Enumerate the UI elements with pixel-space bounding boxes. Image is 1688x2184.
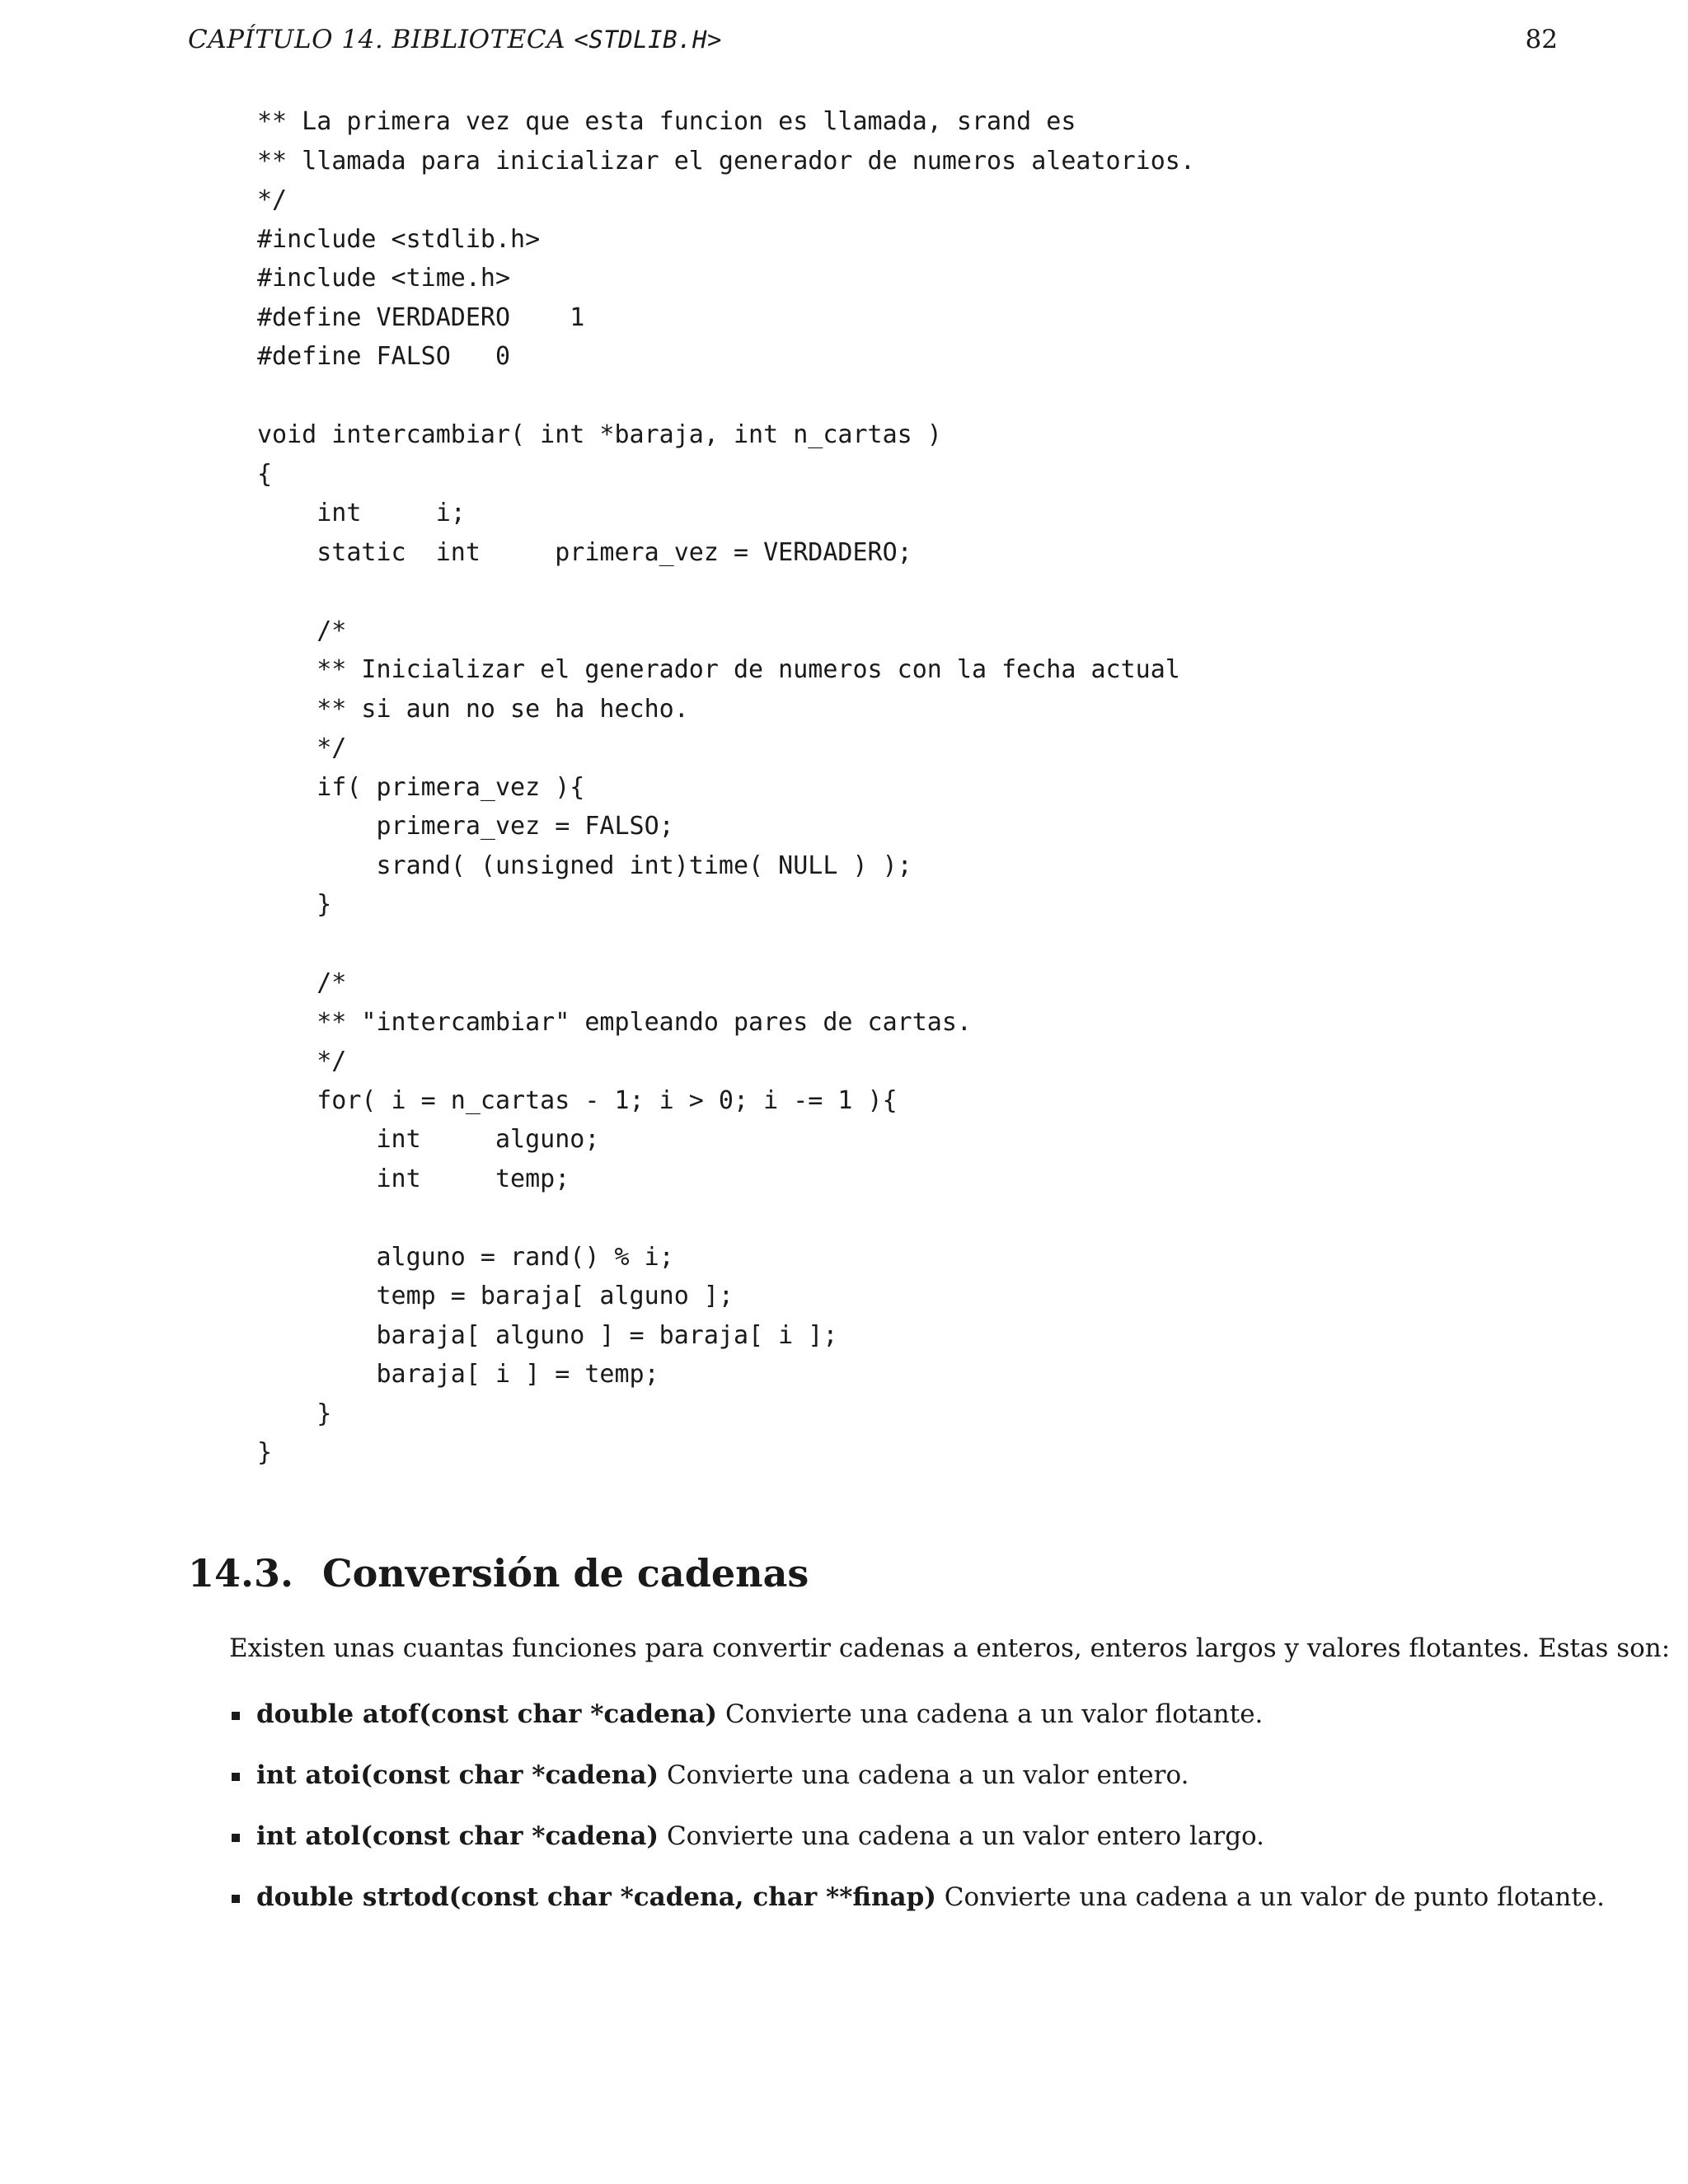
code-line: ** "intercambiar" empleando pares de cartas. bbox=[257, 1007, 972, 1037]
code-line: if( primera_vez ){ bbox=[257, 772, 585, 802]
function-description: Convierte una cadena a un valor flotante. bbox=[717, 1699, 1264, 1729]
page-header bbox=[188, 25, 1558, 63]
function-description: Convierte una cadena a un valor entero largo. bbox=[659, 1821, 1265, 1851]
code-line: ** si aun no se ha hecho. bbox=[257, 694, 689, 724]
function-signature: double atof(const char *cadena) bbox=[256, 1699, 718, 1729]
function-signature: int atol(const char *cadena) bbox=[256, 1821, 659, 1851]
function-signature: int atoi(const char *cadena) bbox=[256, 1760, 659, 1790]
code-line: */ bbox=[257, 733, 347, 762]
function-description: Convierte una cadena a un valor de punto flotante. bbox=[935, 1882, 1606, 1912]
list-item bbox=[229, 1757, 1605, 1818]
code-line: srand( (unsigned int)time( NULL ) ); bbox=[257, 851, 912, 880]
code-line: static int primera_vez = VERDADERO; bbox=[257, 537, 912, 567]
code-line: ** Inicializar el generador de numeros con la fecha actual bbox=[257, 655, 1180, 684]
code-line: int i; bbox=[257, 499, 466, 527]
bullet-icon bbox=[232, 1712, 240, 1720]
code-line: } bbox=[257, 1399, 332, 1428]
code-line: #define VERDADERO 1 bbox=[257, 302, 585, 332]
code-line: } bbox=[257, 890, 332, 919]
code-line: #include <time.h> bbox=[257, 264, 511, 293]
section-number: 14.3. bbox=[188, 1551, 294, 1596]
bullet-icon bbox=[232, 1834, 240, 1842]
code-line: /* bbox=[257, 968, 347, 997]
function-description: Convierte una cadena a un valor entero. bbox=[659, 1760, 1189, 1790]
code-line bbox=[257, 572, 1195, 612]
section-heading bbox=[188, 1551, 809, 1596]
section-title: Conversión de cadenas bbox=[322, 1551, 809, 1596]
list-item bbox=[229, 1818, 1605, 1879]
code-line: ** La primera vez que esta funcion es llamada, srand es bbox=[257, 107, 1076, 136]
page-number: 82 bbox=[1525, 25, 1558, 54]
code-line: int temp; bbox=[257, 1164, 570, 1193]
code-line: int alguno; bbox=[257, 1125, 600, 1154]
code-line: alguno = rand() % i; bbox=[257, 1242, 674, 1272]
chapter-library-name: <STDLIB.H> bbox=[574, 26, 722, 54]
code-line: void intercambiar( int *baraja, int n_cartas ) bbox=[257, 420, 942, 449]
list-item bbox=[229, 1879, 1605, 1940]
code-listing bbox=[257, 102, 1195, 1473]
code-line: #define FALSO 0 bbox=[257, 342, 511, 371]
section-intro: Existen unas cuantas funciones para convertir cadenas a enteros, enteros largos y valores flotantes. Estas son: bbox=[229, 1633, 1671, 1663]
code-line: for( i = n_cartas - 1; i > 0; i -= 1 ){ bbox=[257, 1085, 898, 1115]
code-line bbox=[257, 377, 1195, 416]
code-line bbox=[257, 925, 1195, 964]
list-item bbox=[229, 1696, 1605, 1757]
function-signature: double strtod(const char *cadena, char **finap) bbox=[256, 1882, 936, 1912]
code-line: #include <stdlib.h> bbox=[257, 224, 541, 254]
code-line: { bbox=[257, 459, 273, 489]
code-line: */ bbox=[257, 185, 288, 214]
bullet-icon bbox=[232, 1773, 240, 1781]
function-list bbox=[229, 1696, 1605, 1940]
code-line: ** llamada para inicializar el generador de numeros aleatorios. bbox=[257, 146, 1195, 176]
code-line: /* bbox=[257, 616, 347, 645]
code-line: temp = baraja[ alguno ]; bbox=[257, 1282, 734, 1310]
chapter-header bbox=[188, 25, 722, 54]
chapter-title: CAPÍTULO 14. BIBLIOTECA bbox=[188, 25, 574, 54]
code-line: baraja[ alguno ] = baraja[ i ]; bbox=[257, 1320, 838, 1350]
code-line: baraja[ i ] = temp; bbox=[257, 1360, 659, 1389]
code-line: */ bbox=[257, 1047, 347, 1076]
code-line bbox=[257, 1198, 1195, 1238]
code-line: primera_vez = FALSO; bbox=[257, 812, 674, 841]
code-line: } bbox=[257, 1438, 273, 1467]
bullet-icon bbox=[232, 1895, 240, 1903]
